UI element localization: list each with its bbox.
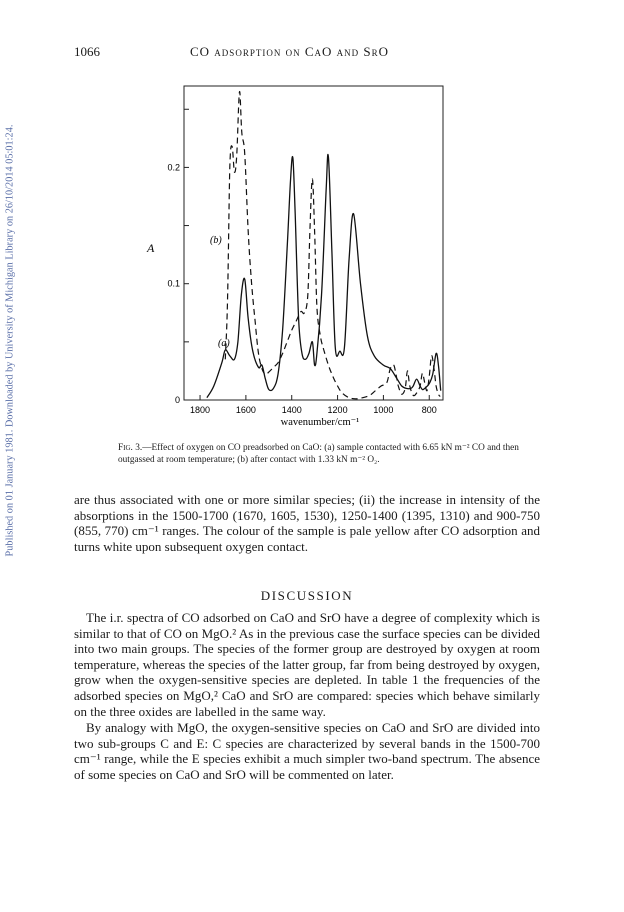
y-tick-label: 0	[174, 395, 180, 405]
x-axis-label: wavenumber/cm⁻¹	[280, 417, 360, 428]
x-tick-label: 1800	[190, 405, 211, 415]
caption-lead: Fig. 3.	[118, 443, 143, 453]
paragraph-discussion-2-text: By analogy with MgO, the oxygen-sensitive species on CaO and SrO are divided into two sub-groups C and E: C species are characterized by several bands in the 1500-700 cm⁻¹ range, while the E species exhibit a much simpler two-band spectrum. The absence of some species on CaO and SrO will be commented on later.	[74, 720, 540, 782]
figure-3-spectrum	[0, 0, 624, 440]
x-tick-label: 1000	[373, 405, 394, 415]
x-tick-label: 800	[421, 405, 437, 415]
page-number: 1066	[74, 44, 100, 59]
paragraph-discussion-2	[74, 720, 540, 782]
paragraph-discussion-1	[74, 610, 540, 719]
paragraph-discussion-1-text: The i.r. spectra of CO adsorbed on CaO and SrO have a degree of complexity which is similar to that of CO on MgO.² As in the previous case the surface species can be divided into two main groups. The species of the former group are destroyed by oxygen at room temperature, whereas the species of the latter group, far from being destroyed by oxygen, grow when the oxygen-sensitive species are depleted. In table 1 the frequencies of the adsorbed species on MgO,² CaO and SrO are compared: species which behave similarly on the three oxides are labelled in the same way.	[74, 610, 540, 719]
x-tick-label: 1600	[235, 405, 256, 415]
section-heading: DISCUSSION	[260, 588, 354, 603]
figure-caption	[118, 442, 538, 466]
x-tick-label: 1400	[281, 405, 302, 415]
download-note: Published on 01 January 1981. Downloaded by University of Michigan Library on 26/10/2014 05:01:24.	[4, 124, 16, 556]
caption-text: —Effect of oxygen on CO preadsorbed on CaO: (a) sample contacted with 6.65 kN m⁻² CO and then outgassed at room temperature; (b) after contact with 1.33 kN m⁻² O₂.	[118, 443, 519, 465]
curve-b-label: (b)	[210, 235, 222, 246]
paragraph-continuation: are thus associated with one or more similar species; (ii) the increase in intensity of the absorptions in the 1500-1700 (1670, 1605, 1530), 1250-1400 (1395, 1310) and 900-750 (855, 770) cm⁻¹ ranges. The colour of the sample is pale yellow after CO adsorption and turns white upon subsequent oxygen contact.	[74, 492, 540, 554]
y-tick-label: 0.2	[167, 162, 180, 173]
running-title: CO adsorption on CaO and SrO	[190, 44, 389, 59]
y-tick-label: 0.1	[167, 278, 180, 289]
curve-a-label: (a)	[218, 338, 230, 349]
y-axis-label: A	[147, 241, 155, 255]
curve-a-line	[207, 154, 441, 397]
x-tick-label: 1200	[327, 405, 348, 415]
curve-b-line	[225, 91, 440, 398]
